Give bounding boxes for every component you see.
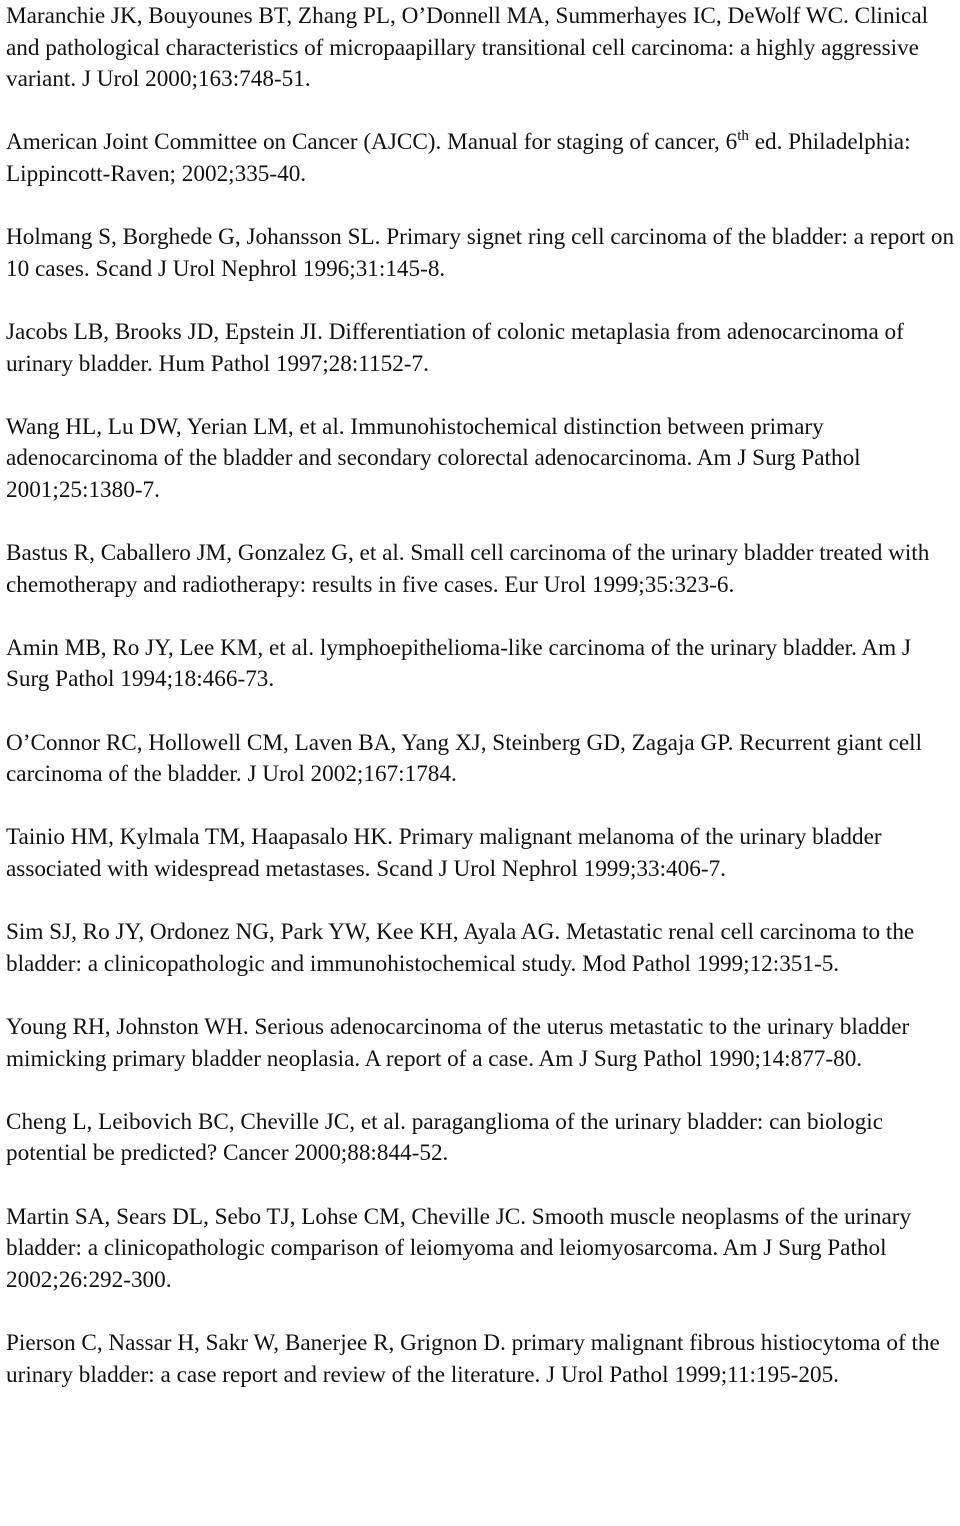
reference-title: lymphoepithelioma-like carcinoma of the urinary bladder. — [314, 634, 857, 661]
reference-journal: Scand J Urol Nephrol 1999;33:406-7. — [370, 856, 726, 883]
reference-authors: Bastus R, Caballero JM, Gonzalez G, et al. — [6, 540, 405, 567]
reference-journal: Am J Surg Pathol 2002;26:292-300. — [6, 1235, 887, 1293]
reference-entry — [6, 1107, 960, 1170]
reference-title: Serious adenocarcinoma of the uterus metastatic to the urinary bladder mimicking primary bladder neoplasia. A report of a case. — [6, 1014, 910, 1072]
reference-journal: Hum Pathol 1997;28:1152-7. — [152, 350, 429, 377]
reference-title: Smooth muscle neoplasms of the urinary bladder: a clinicopathologic comparison of leiomyoma and leiomyosarcoma. — [6, 1203, 912, 1262]
reference-authors: Pierson C, Nassar H, Sakr W, Banerjee R, Grignon D. — [6, 1329, 506, 1356]
reference-title: Recurrent giant cell carcinoma of the bladder. — [6, 729, 923, 788]
reference-entry — [6, 222, 960, 285]
reference-authors: Holmang S, Borghede G, Johansson SL. — [6, 224, 381, 251]
reference-authors: Sim SJ, Ro JY, Ordonez NG, Park YW, Kee KH, Ayala AG. — [6, 919, 561, 946]
reference-journal: Am J Surg Pathol 1994;18:466-73. — [6, 634, 912, 693]
reference-authors: Young RH, Johnston WH. — [6, 1014, 249, 1040]
reference-title: Metastatic renal cell carcinoma to the bladder: a clinicopathologic and immunohistochemical study. — [6, 919, 915, 977]
reference-title-end: ed. — [748, 129, 783, 156]
reference-authors: Martin SA, Sears DL, Sebo TJ, Lohse CM, Cheville JC. — [6, 1203, 526, 1230]
reference-entry — [6, 412, 960, 507]
reference-title: Small cell carcinoma of the urinary bladder treated with chemotherapy and radiotherapy: results in five cases. — [6, 540, 930, 598]
reference-entry — [6, 317, 960, 380]
reference-journal: J Urol Pathol 1999;11:195-205. — [540, 1361, 839, 1388]
reference-title: paraganglioma of the urinary bladder: can biologic potential be predicted? — [6, 1108, 884, 1167]
reference-title: primary malignant fibrous histiocytoma of the urinary bladder: a case report and review of the literature. — [6, 1329, 940, 1388]
reference-authors: Tainio HM, Kylmala TM, Haapasalo HK. — [6, 824, 393, 851]
reference-journal: Am J Surg Pathol 1990;14:877-80. — [534, 1045, 863, 1072]
reference-title: Differentiation of colonic metaplasia from adenocarcinoma of urinary bladder. — [6, 318, 904, 377]
reference-journal: J Urol 2002;167:1784. — [241, 761, 457, 788]
superscript-ordinal: th — [737, 128, 749, 145]
reference-journal: Scand J Urol Nephrol 1996;31:145-8. — [89, 255, 446, 282]
reference-title: Clinical and pathological characteristics of micropaapillary transitional cell carcinoma: a highly aggressive variant. — [6, 3, 929, 93]
reference-title: Primary malignant melanoma of the urinary bladder associated with widespread metastases. — [6, 824, 882, 883]
reference-authors: Wang HL, Lu DW, Yerian LM, et al. — [6, 413, 345, 440]
reference-authors: American Joint Committee on Cancer (AJCC). — [6, 129, 442, 156]
reference-authors: Jacobs LB, Brooks JD, Epstein JI. — [6, 318, 323, 345]
reference-title: Primary signet ring cell carcinoma of the bladder: a report on 10 cases. — [6, 224, 955, 282]
reference-entry — [6, 633, 960, 696]
reference-entry — [6, 917, 960, 980]
reference-journal: Cancer 2000;88:844-52. — [217, 1140, 449, 1167]
reference-authors: Amin MB, Ro JY, Lee KM, et al. — [6, 634, 315, 661]
reference-journal: Mod Pathol 1999;12:351-5. — [576, 950, 840, 977]
reference-authors: O’Connor RC, Hollowell CM, Laven BA, Yang XJ, Steinberg GD, Zagaja GP. — [6, 729, 734, 756]
reference-title: Manual for staging of cancer, 6 — [441, 129, 738, 156]
reference-authors: Cheng L, Leibovich BC, Cheville JC, et al. — [6, 1108, 406, 1135]
reference-entry — [6, 728, 960, 791]
reference-entry — [6, 1328, 960, 1391]
reference-journal: J Urol 2000;163:748-51. — [76, 66, 311, 93]
reference-authors: Maranchie JK, Bouyounes BT, Zhang PL, O’Donnell MA, Summerhayes IC, DeWolf WC. — [6, 3, 849, 29]
reference-entry — [6, 127, 960, 190]
reference-entry — [6, 822, 960, 885]
reference-title: Immunohistochemical distinction between primary adenocarcinoma of the bladder and secondary colorectal adenocarcinoma. — [6, 413, 824, 472]
reference-entry — [6, 538, 960, 601]
reference-journal: Philadelphia: Lippincott-Raven; 2002;335-40. — [6, 129, 911, 187]
reference-journal: Am J Surg Pathol 2001;25:1380-7. — [6, 445, 861, 503]
reference-journal: Eur Urol 1999;35:323-6. — [498, 571, 735, 598]
reference-entry — [6, 1, 960, 96]
reference-entry — [6, 1012, 960, 1075]
reference-entry — [6, 1202, 960, 1297]
